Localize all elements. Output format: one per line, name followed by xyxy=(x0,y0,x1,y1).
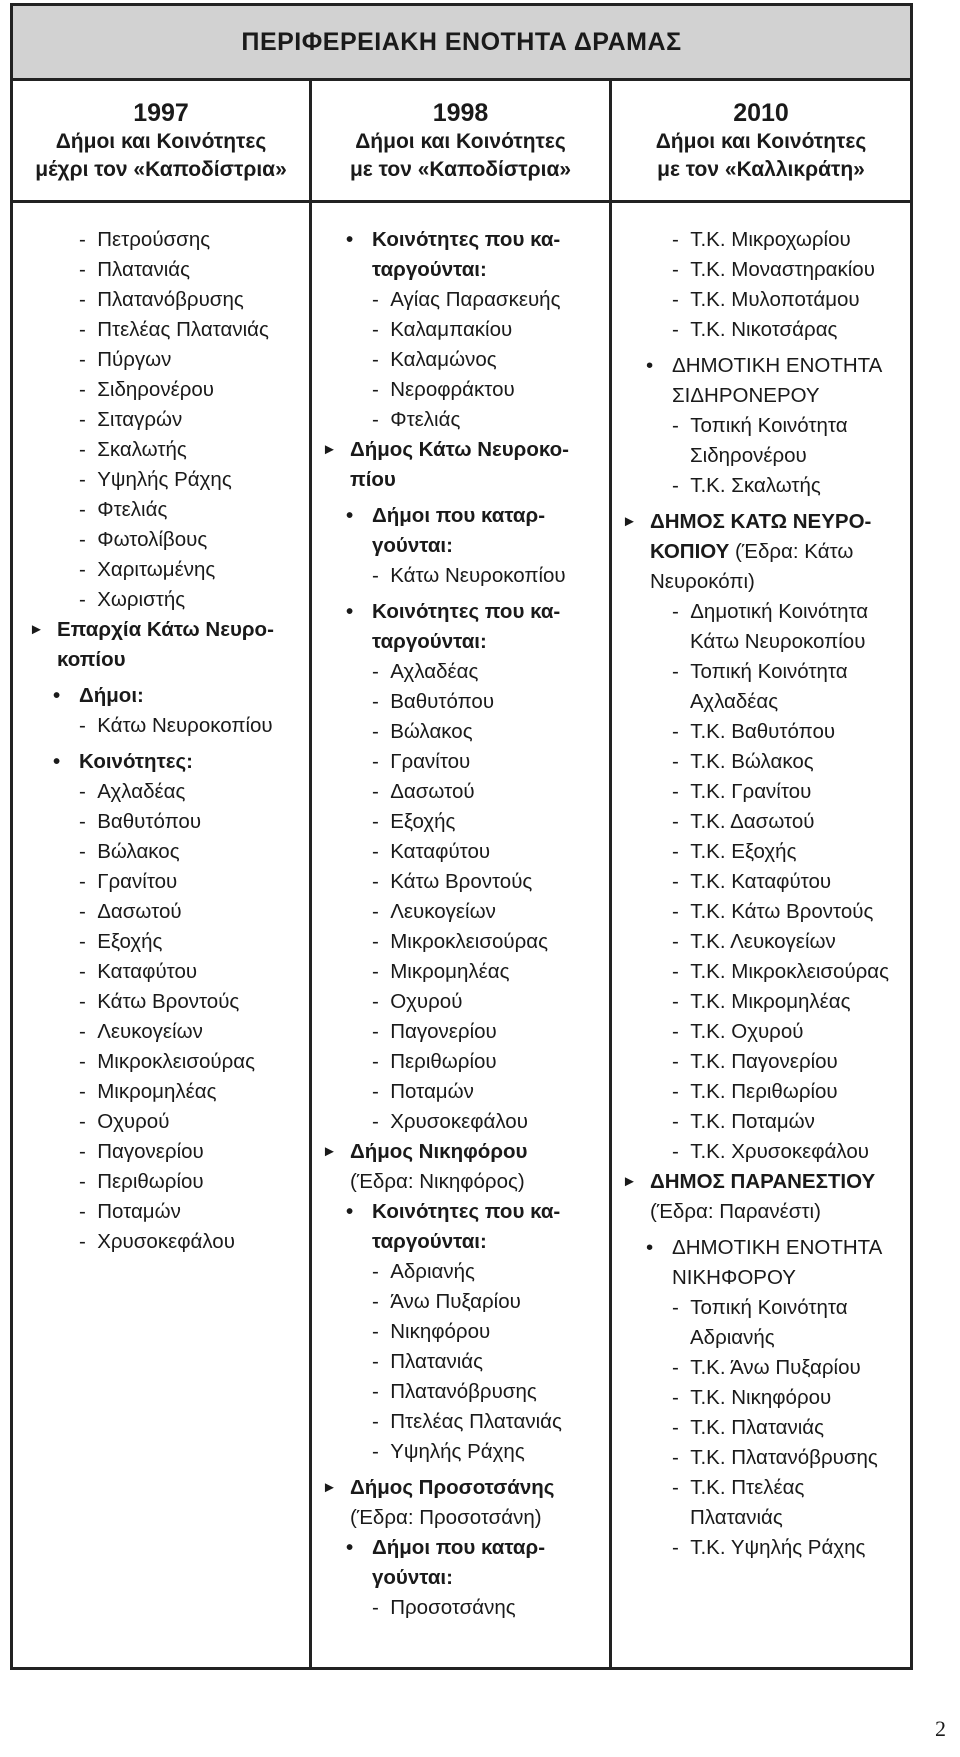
list-item-cont: Πλατανιάς xyxy=(690,1506,783,1529)
item-list xyxy=(622,471,910,501)
list-item-cont: Αχλαδέας xyxy=(690,690,779,713)
list-item: - Περιθωρίου xyxy=(29,1167,309,1197)
list-item: - Τ.Κ. Νικοτσάρας xyxy=(622,315,910,345)
region-heading: ► Επαρχία Κάτω Νευρο- xyxy=(29,615,309,645)
header-1998 xyxy=(312,81,612,200)
list-item: - Τ.Κ. Σκαλωτής xyxy=(622,471,910,501)
page-number: 2 xyxy=(935,1716,946,1741)
list-item: - Τ.Κ. Βαθυτόπου xyxy=(622,717,910,747)
list-item: - Τ.Κ. Μοναστηρακίου xyxy=(622,255,910,285)
list-item: - Λευκογείων xyxy=(322,897,609,927)
list-item: - Τ.Κ. Βώλακος xyxy=(622,747,910,777)
municipality-seat: Νευροκόπι) xyxy=(650,570,755,593)
list-item: - Σιταγρών xyxy=(29,405,309,435)
list-item: - Τ.Κ. Εξοχής xyxy=(622,837,910,867)
municipality-seat: (Έδρα: Νικηφόρος) xyxy=(350,1170,525,1193)
triangle-bullet-icon: ► xyxy=(322,1479,337,1496)
list-item: - Κάτω Βροντούς xyxy=(322,867,609,897)
list-item: - Τ.Κ. Μικρομηλέας xyxy=(622,987,910,1017)
municipality-heading: ► Δήμος Νικηφόρου xyxy=(322,1137,609,1167)
list-item: - Κάτω Νευροκοπίου xyxy=(29,711,309,741)
list-item: - Πετρούσσης xyxy=(29,225,309,255)
section-label-cont: ταργούνται: xyxy=(372,630,487,653)
list-item: - Τ.Κ. Υψηλής Ράχης xyxy=(622,1533,910,1563)
list-item: - Γρανίτου xyxy=(29,867,309,897)
round-bullet-icon: • xyxy=(646,354,654,377)
list-item: - Χωριστής xyxy=(29,585,309,615)
region-heading-cont: κοπίου xyxy=(57,648,126,671)
triangle-bullet-icon: ► xyxy=(622,1173,637,1190)
list-item: - Νεροφράκτου xyxy=(322,375,609,405)
item-list xyxy=(322,657,609,1137)
list-item: - Δασωτού xyxy=(322,777,609,807)
list-item: - Φτελιάς xyxy=(322,405,609,435)
list-item: - Αγίας Παρασκευής xyxy=(322,285,609,315)
list-item: - Ποταμών xyxy=(29,1197,309,1227)
list-item: - Υψηλής Ράχης xyxy=(322,1437,609,1467)
list-item: - Τ.Κ. Λευκογείων xyxy=(622,927,910,957)
list-item: - Αδριανής xyxy=(322,1257,609,1287)
section-label: • Δήμοι: xyxy=(29,681,309,711)
list-item: - Καταφύτου xyxy=(322,837,609,867)
list-item: - Τ.Κ. Μυλοποτάμου xyxy=(622,285,910,315)
column-1998 xyxy=(312,203,612,1667)
list-item: - Κάτω Νευροκοπίου xyxy=(322,561,609,591)
section-label: • Κοινότητες που κα- xyxy=(322,597,609,627)
item-list xyxy=(29,711,309,741)
list-item: - Τ.Κ. Πλατανόβρυσης xyxy=(622,1443,910,1473)
item-list xyxy=(322,561,609,591)
list-item: - Υψηλής Ράχης xyxy=(29,465,309,495)
list-item: - Τ.Κ. Χρυσοκεφάλου xyxy=(622,1137,910,1167)
column-1997 xyxy=(13,203,312,1667)
item-list xyxy=(322,1257,609,1467)
list-item: - Βαθυτόπου xyxy=(322,687,609,717)
triangle-bullet-icon: ► xyxy=(322,441,337,458)
table-header-row xyxy=(13,81,910,203)
header-year: 1997 xyxy=(133,98,189,127)
municipality-heading: ► Δήμος Προσοτσάνης xyxy=(322,1473,609,1503)
list-item: - Αχλαδέας xyxy=(29,777,309,807)
header-line: Δήμοι και Κοινότητες xyxy=(55,129,267,153)
triangle-bullet-icon: ► xyxy=(622,513,637,530)
list-item: - Φωτολίβους xyxy=(29,525,309,555)
header-line: με τον «Καλλικράτη» xyxy=(657,157,865,181)
list-item: - Πύργων xyxy=(29,345,309,375)
municipality-heading: ► Δήμος Κάτω Νευροκο- xyxy=(322,435,609,465)
list-item: - Περιθωρίου xyxy=(322,1047,609,1077)
header-1997 xyxy=(13,81,312,200)
list-item: - Βώλακος xyxy=(322,717,609,747)
list-item: - Χρυσοκεφάλου xyxy=(322,1107,609,1137)
list-item: - Τ.Κ. Κάτω Βροντούς xyxy=(622,897,910,927)
triangle-bullet-icon: ► xyxy=(322,1143,337,1160)
list-item: - Τ.Κ. Μικροκλεισούρας xyxy=(622,957,910,987)
list-item: - Τ.Κ. Μικροχωρίου xyxy=(622,225,910,255)
list-item: - Καλαμώνος xyxy=(322,345,609,375)
header-line: Δήμοι και Κοινότητες xyxy=(355,129,566,153)
list-item: - Ποταμών xyxy=(322,1077,609,1107)
section-label-cont: γούνται: xyxy=(372,1566,453,1589)
municipality-heading-cont: ΚΟΠΙΟΥ (Έδρα: Κάτω xyxy=(650,540,854,563)
list-item: - Τ.Κ. Περιθωρίου xyxy=(622,1077,910,1107)
municipality-seat: (Έδρα: Παρανέστι) xyxy=(650,1200,821,1223)
section-label: • Κοινότητες που κα- xyxy=(322,1197,609,1227)
list-item: - Λευκογείων xyxy=(29,1017,309,1047)
item-list xyxy=(322,1593,609,1623)
list-item: - Μικροκλεισούρας xyxy=(29,1047,309,1077)
item-list xyxy=(322,285,609,435)
list-item: - Τ.Κ. Ποταμών xyxy=(622,1107,910,1137)
section-label: • Δήμοι που καταρ- xyxy=(322,1533,609,1563)
round-bullet-icon: • xyxy=(346,228,354,251)
header-line: Δήμοι και Κοινότητες xyxy=(655,129,867,153)
list-item: - Πλατανόβρυσης xyxy=(322,1377,609,1407)
round-bullet-icon: • xyxy=(53,750,61,773)
list-item-cont: Κάτω Νευροκοπίου xyxy=(690,630,866,653)
list-item: - Τ.Κ. Πτελέας xyxy=(622,1473,910,1503)
list-item: - Οχυρού xyxy=(29,1107,309,1137)
header-year: 2010 xyxy=(733,98,789,127)
section-label: • Κοινότητες που κα- xyxy=(322,225,609,255)
list-item: - Φτελιάς xyxy=(29,495,309,525)
section-label: • Δήμοι που καταρ- xyxy=(322,501,609,531)
municipality-heading: ► ΔΗΜΟΣ ΠΑΡΑΝΕΣΤΙΟΥ xyxy=(622,1167,910,1197)
round-bullet-icon: • xyxy=(346,1536,354,1559)
header-2010 xyxy=(612,81,910,200)
round-bullet-icon: • xyxy=(346,1200,354,1223)
list-item: - Δημοτική Κοινότητα xyxy=(622,597,910,627)
item-list xyxy=(622,225,910,345)
list-item: - Καταφύτου xyxy=(29,957,309,987)
list-item: - Μικροκλεισούρας xyxy=(322,927,609,957)
section-label-cont: ταργούνται: xyxy=(372,258,487,281)
round-bullet-icon: • xyxy=(346,600,354,623)
item-list xyxy=(622,717,910,1167)
list-item: - Νικηφόρου xyxy=(322,1317,609,1347)
table-title: ΠΕΡΙΦΕΡΕΙΑΚΗ ΕΝΟΤΗΤΑ ΔΡΑΜΑΣ xyxy=(13,6,910,81)
list-item: - Προσοτσάνης xyxy=(322,1593,609,1623)
list-item: - Τ.Κ. Παγονερίου xyxy=(622,1047,910,1077)
municipality-heading: ► ΔΗΜΟΣ ΚΑΤΩ ΝΕΥΡΟ- xyxy=(622,507,910,537)
header-line: με τον «Καποδίστρια» xyxy=(349,157,572,181)
municipality-seat: (Έδρα: Προσοτσάνη) xyxy=(350,1506,542,1529)
municipalities-table xyxy=(10,3,913,1670)
list-item: - Αχλαδέας xyxy=(322,657,609,687)
list-item: - Βώλακος xyxy=(29,837,309,867)
list-item: - Τ.Κ. Οχυρού xyxy=(622,1017,910,1047)
list-item: - Χαριτωμένης xyxy=(29,555,309,585)
list-item: - Οχυρού xyxy=(322,987,609,1017)
list-item: - Πλατανόβρυσης xyxy=(29,285,309,315)
section-label: • Κοινότητες: xyxy=(29,747,309,777)
list-item: - Παγονερίου xyxy=(29,1137,309,1167)
list-item: - Άνω Πυξαρίου xyxy=(322,1287,609,1317)
header-line: μέχρι τον «Καποδίστρια» xyxy=(35,157,287,181)
municipal-unit-heading: • ΔΗΜΟΤΙΚΗ ΕΝΟΤΗΤΑ xyxy=(622,1233,910,1263)
municipal-unit-heading: • ΔΗΜΟΤΙΚΗ ΕΝΟΤΗΤΑ xyxy=(622,351,910,381)
list-item: - Χρυσοκεφάλου xyxy=(29,1227,309,1257)
list-item: - Τ.Κ. Καταφύτου xyxy=(622,867,910,897)
list-item: - Εξοχής xyxy=(29,927,309,957)
list-item: - Τ.Κ. Γρανίτου xyxy=(622,777,910,807)
list-item: - Σιδηρονέρου xyxy=(29,375,309,405)
list-item: - Τ.Κ. Δασωτού xyxy=(622,807,910,837)
list-item: - Τοπική Κοινότητα xyxy=(622,411,910,441)
list-item: - Παγονερίου xyxy=(322,1017,609,1047)
list-item-cont: Αδριανής xyxy=(690,1326,775,1349)
list-item: - Τ.Κ. Πλατανιάς xyxy=(622,1413,910,1443)
list-item-cont: Σιδηρονέρου xyxy=(690,444,807,467)
list-item: - Μικρομηλέας xyxy=(322,957,609,987)
list-item: - Τ.Κ. Νικηφόρου xyxy=(622,1383,910,1413)
round-bullet-icon: • xyxy=(646,1236,654,1259)
triangle-bullet-icon: ► xyxy=(29,621,44,638)
list-item: - Σκαλωτής xyxy=(29,435,309,465)
item-list xyxy=(622,1533,910,1563)
list-item: - Τ.Κ. Άνω Πυξαρίου xyxy=(622,1353,910,1383)
municipal-unit-heading-cont: ΣΙΔΗΡΟΝΕΡΟΥ xyxy=(672,384,820,407)
list-item: - Πτελέας Πλατανιάς xyxy=(29,315,309,345)
municipal-unit-heading-cont: ΝΙΚΗΦΟΡΟΥ xyxy=(672,1266,796,1289)
list-item: - Βαθυτόπου xyxy=(29,807,309,837)
round-bullet-icon: • xyxy=(346,504,354,527)
list-item: - Καλαμπακίου xyxy=(322,315,609,345)
list-item: - Κάτω Βροντούς xyxy=(29,987,309,1017)
item-list xyxy=(622,1353,910,1473)
round-bullet-icon: • xyxy=(53,684,61,707)
table-body xyxy=(13,203,910,1667)
list-item: - Τοπική Κοινότητα xyxy=(622,657,910,687)
list-item: - Πλατανιάς xyxy=(322,1347,609,1377)
list-item: - Εξοχής xyxy=(322,807,609,837)
list-item: - Μικρομηλέας xyxy=(29,1077,309,1107)
list-item: - Τοπική Κοινότητα xyxy=(622,1293,910,1323)
section-label-cont: ταργούνται: xyxy=(372,1230,487,1253)
section-label-cont: γούνται: xyxy=(372,534,453,557)
municipality-heading-cont: πίου xyxy=(350,468,396,491)
list-item: - Πλατανιάς xyxy=(29,255,309,285)
item-list xyxy=(29,225,309,615)
item-list xyxy=(29,777,309,1257)
list-item: - Πτελέας Πλατανιάς xyxy=(322,1407,609,1437)
column-2010 xyxy=(612,203,910,1667)
list-item: - Γρανίτου xyxy=(322,747,609,777)
header-year: 1998 xyxy=(432,98,489,127)
list-item: - Δασωτού xyxy=(29,897,309,927)
